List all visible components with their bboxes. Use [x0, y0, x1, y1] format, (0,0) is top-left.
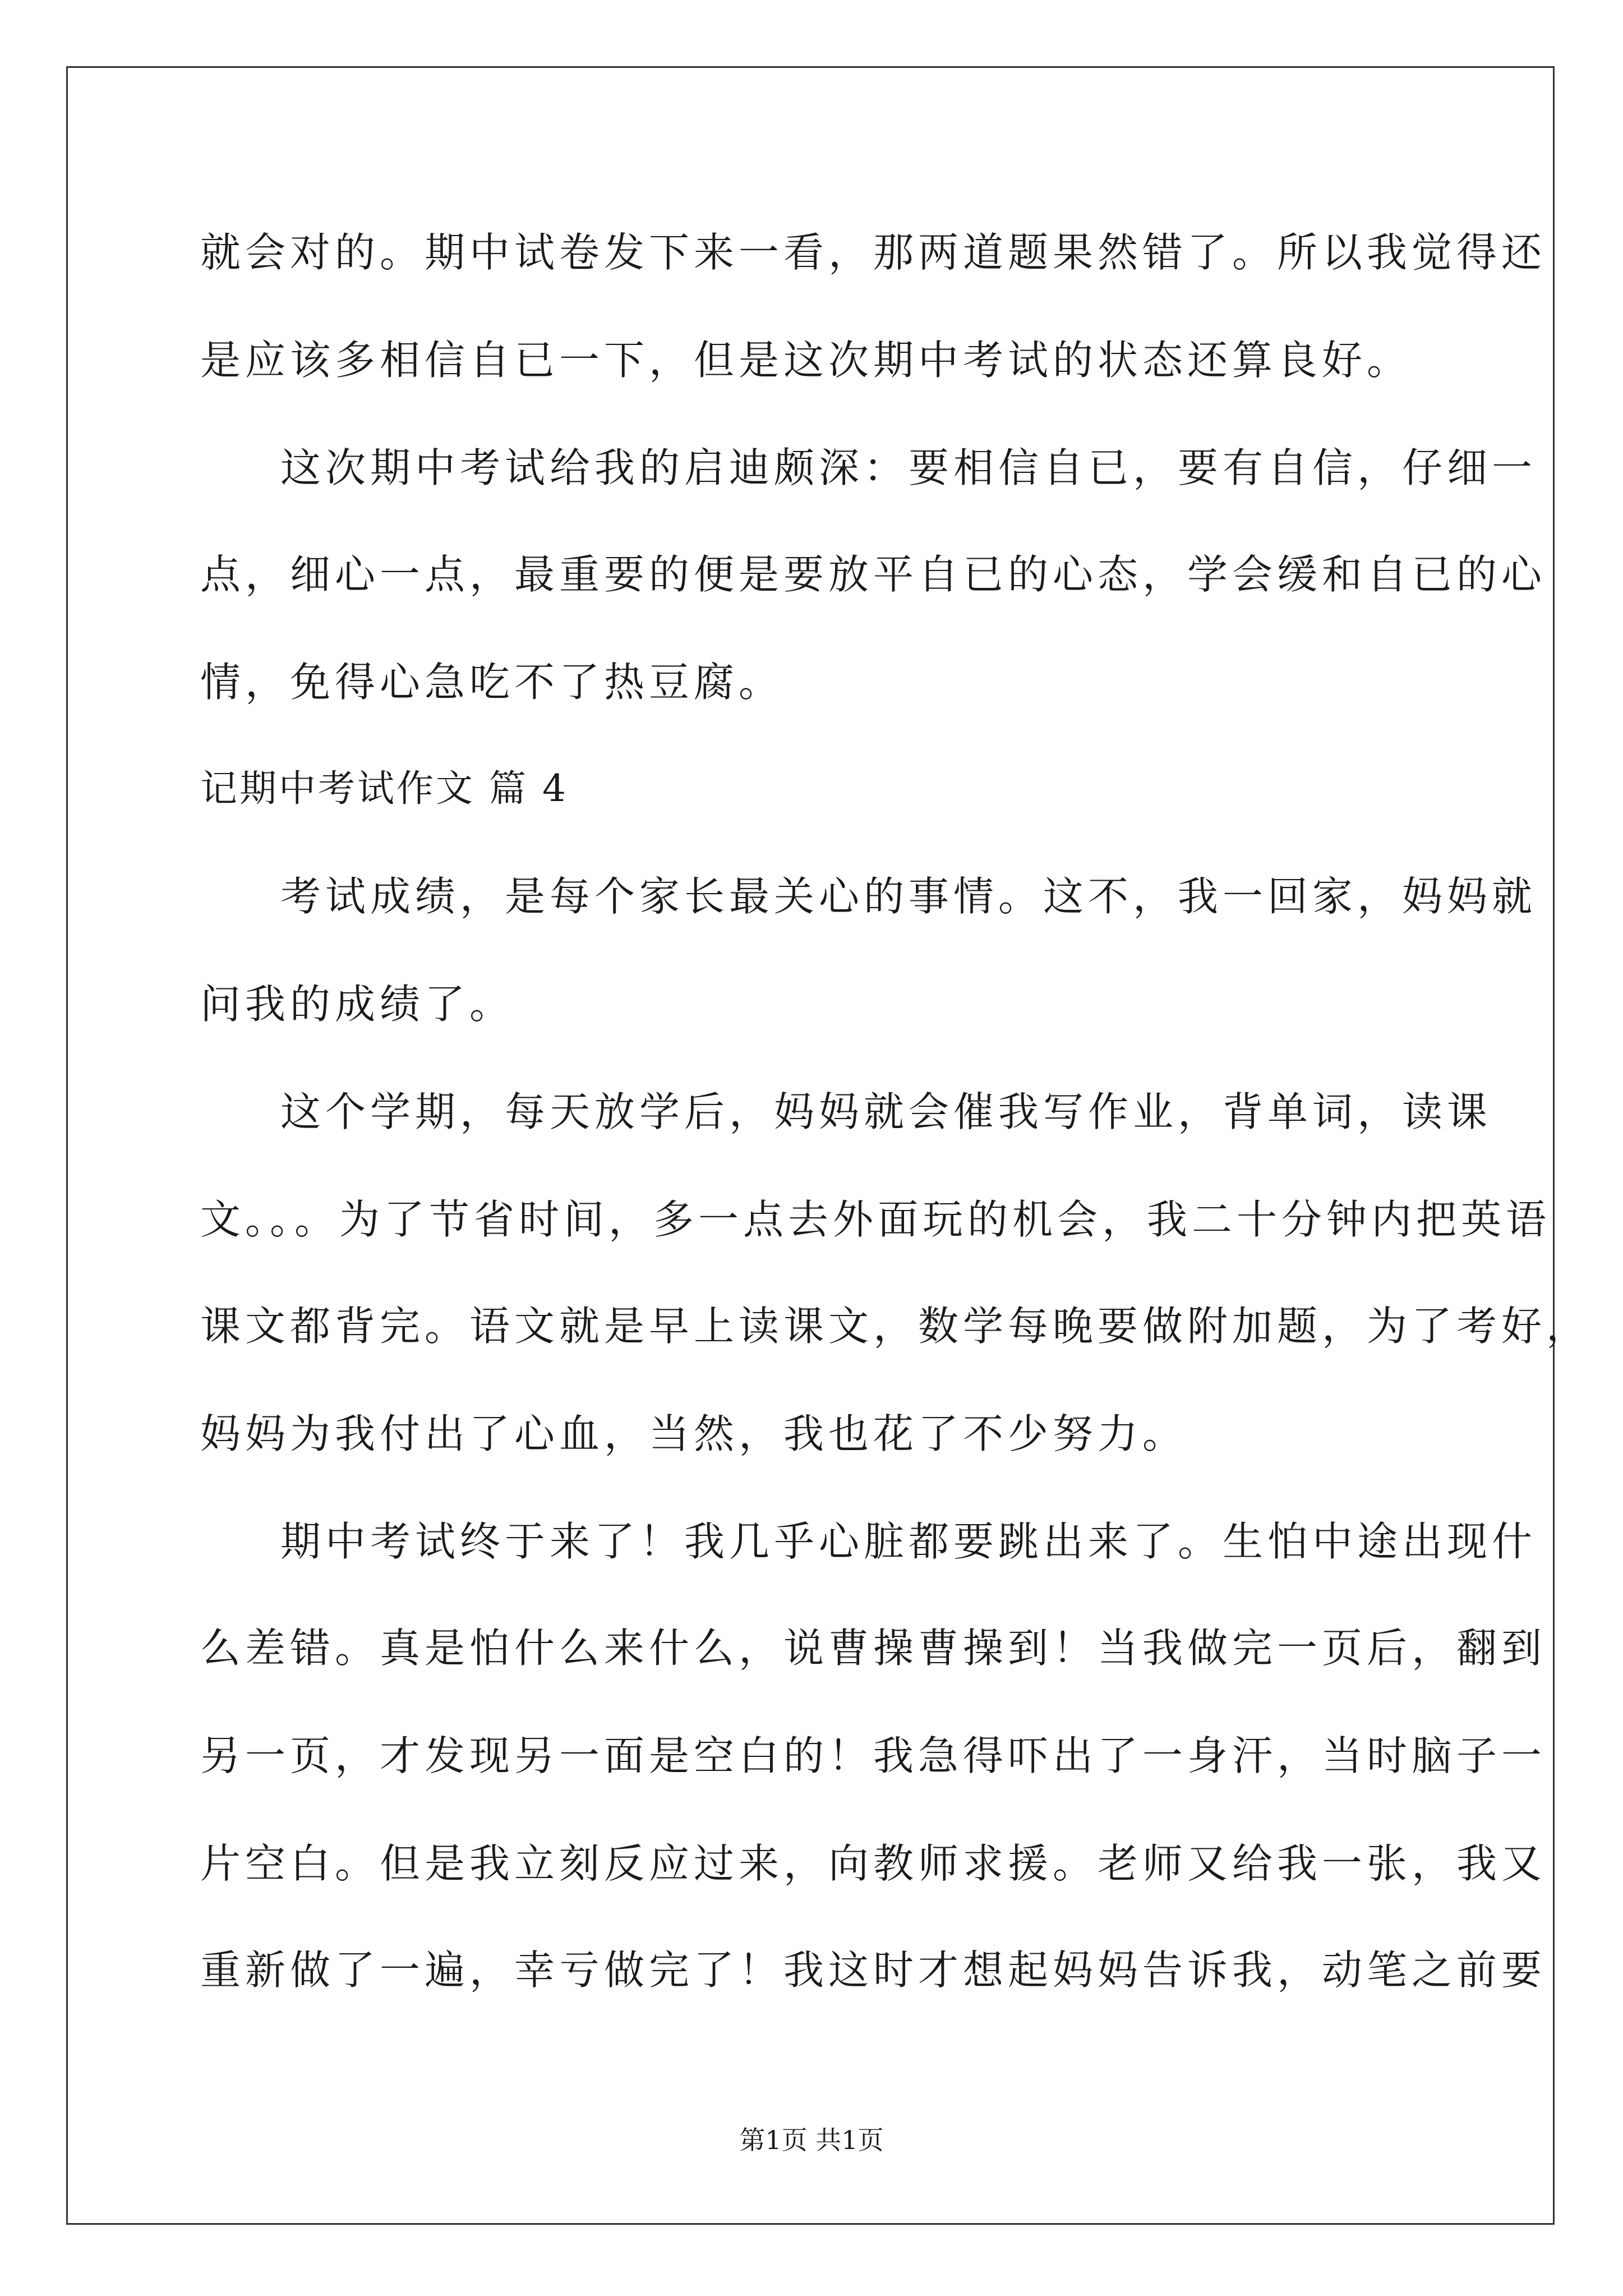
body-line: 么差错。真是怕什么来什么，说曹操曹操到！当我做完一页后，翻到	[200, 1625, 1547, 1672]
section-heading: 记期中考试作文 篇 4	[200, 767, 568, 810]
body-line: 点，细心一点，最重要的便是要放平自已的心态，学会缓和自已的心	[200, 551, 1547, 598]
paragraph-start-line: 考试成绩，是每个家长最关心的事情。这不，我一回家，妈妈就	[280, 873, 1537, 920]
body-line: 妈妈为我付出了心血，当然，我也花了不少努力。	[200, 1410, 1188, 1457]
page-frame	[66, 66, 1555, 2225]
body-line: 文。。。为了节省时间，多一点去外面玩的机会，我二十分钟内把英语	[200, 1196, 1551, 1243]
body-line: 片空白。但是我立刻反应过来，向教师求援。老师又给我一张，我又	[200, 1840, 1547, 1887]
body-line: 就会对的。期中试卷发下来一看，那两道题果然错了。所以我觉得还	[200, 229, 1547, 276]
paragraph-start-line: 这个学期，每天放学后，妈妈就会催我写作业，背单词，读课	[280, 1088, 1492, 1135]
body-line: 重新做了一遍，幸亏做完了！我这时才想起妈妈告诉我，动笔之前要	[200, 1947, 1547, 1994]
page-footer: 第1页 共1页	[739, 2125, 884, 2155]
body-line: 问我的成绩了。	[200, 981, 515, 1028]
paragraph-start-line: 期中考试终于来了！我几乎心脏都要跳出来了。生怕中途出现什	[280, 1518, 1537, 1565]
body-line: 情，免得心急吃不了热豆腐。	[200, 659, 784, 706]
body-line: 课文都背完。语文就是早上读课文，数学每晚要做附加题，为了考好，	[200, 1303, 1592, 1350]
body-line: 是应该多相信自已一下，但是这次期中考试的状态还算良好。	[200, 337, 1412, 384]
body-line: 另一页，才发现另一面是空白的！我急得吓出了一身汗，当时脑子一	[200, 1732, 1547, 1779]
paragraph-start-line: 这次期中考试给我的启迪颇深：要相信自已，要有自信，仔细一	[280, 444, 1537, 491]
